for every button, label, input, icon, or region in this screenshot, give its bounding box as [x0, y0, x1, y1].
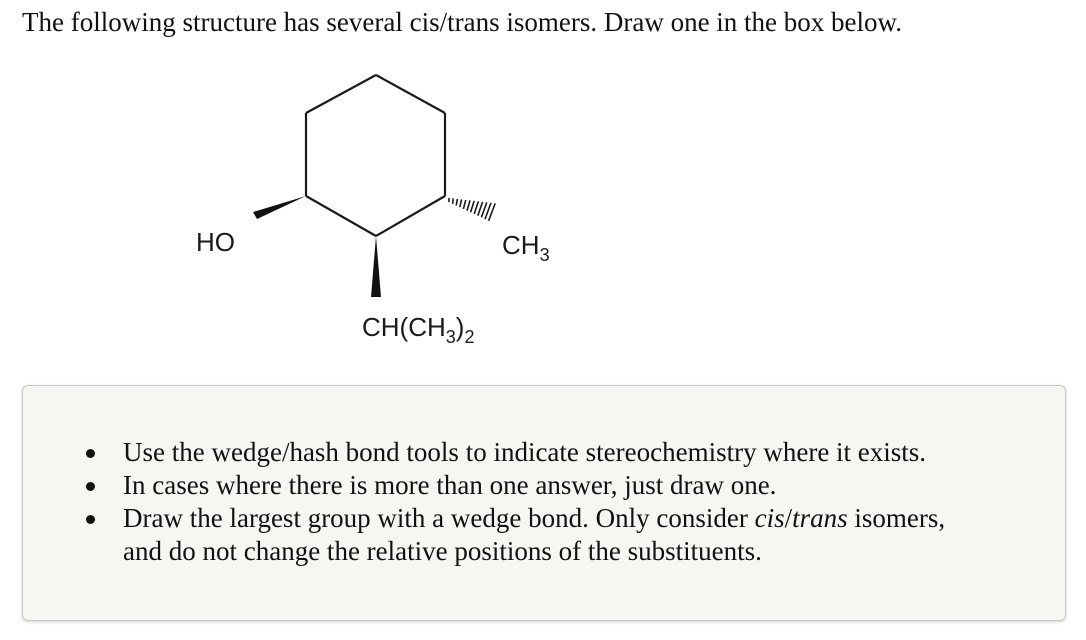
bullet-icon: [86, 515, 95, 524]
ring-bond: [376, 75, 445, 113]
instruction-item: Draw the largest group with a wedge bond. Only consider cis/trans isomers, and do not change the relative positions of the substituents.: [123, 502, 945, 568]
bullet-icon: [86, 449, 95, 458]
instruction-list: [123, 436, 945, 568]
cyclohexane-ring: [306, 75, 445, 236]
instruction-item: Use the wedge/hash bond tools to indicate stereochemistry where it exists.: [123, 436, 945, 469]
methyl-label: $CH_3$: [502, 230, 550, 265]
instruction-item: In cases where there is more than one answer, just draw one.: [123, 469, 945, 502]
ho-label: HO: [196, 227, 235, 257]
wedge-bond-isopropyl: [371, 236, 381, 297]
ring-bond: [306, 196, 376, 236]
bullet-icon: [86, 482, 95, 491]
hash-bond-ch3: [449, 198, 495, 221]
ring-bond: [376, 196, 445, 236]
wedge-bond-ho: [253, 196, 306, 219]
isopropyl-label: $CH(CH_3)_2$: [362, 312, 475, 347]
ring-bond: [306, 75, 376, 113]
answer-drawing-box[interactable]: [22, 385, 1066, 621]
question-text: The following structure has several cis/trans isomers. Draw one in the box below.: [22, 7, 903, 37]
chemical-structure: [180, 60, 600, 360]
